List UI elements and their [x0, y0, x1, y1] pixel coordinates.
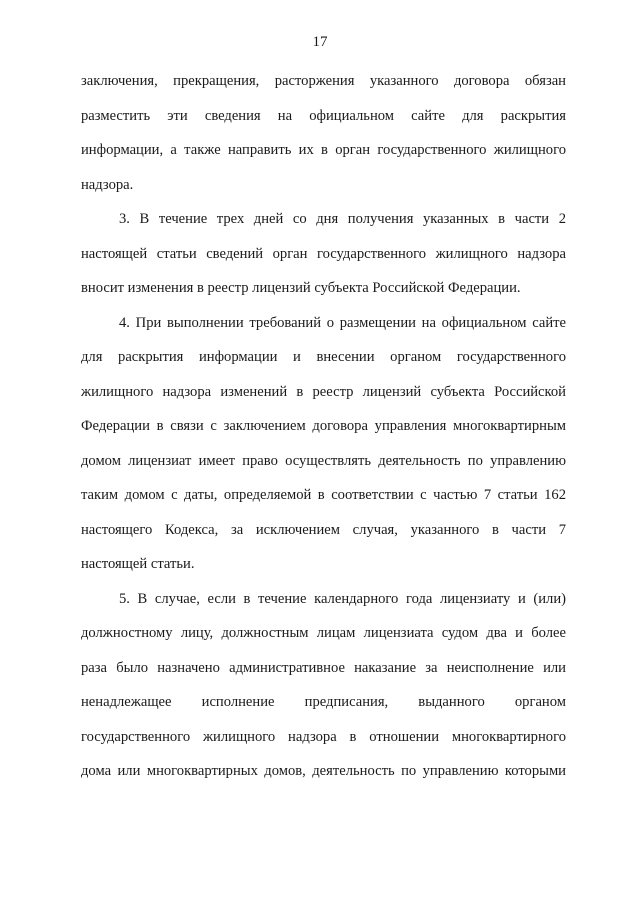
text-line: настоящей статьи сведений орган государственного жилищного надзора — [81, 245, 566, 262]
text-line: 3. В течение трех дней со дня получения указанных в части 2 — [119, 211, 566, 227]
text-line: настоящего Кодекса, за исключением случая, указанного в части 7 — [81, 521, 566, 538]
page-number: 17 — [312, 34, 328, 50]
text-line: информации, а также направить их в орган государственного жилищного — [81, 142, 566, 158]
text-line: настоящей статьи. — [81, 556, 195, 572]
text-line: для раскрытия информации и внесении органом государственного — [81, 349, 566, 365]
text-line: таким домом с даты, определяемой в соответствии с частью 7 статьи 162 — [81, 487, 566, 503]
text-line: раза было назначено административное наказание за неисполнение или — [81, 659, 566, 676]
text-line: жилищного надзора изменений в реестр лицензий субъекта Российской — [81, 383, 566, 400]
document-body — [81, 71, 566, 796]
text-line: Федерации в связи с заключением договора управления многоквартирным — [81, 418, 566, 434]
text-line: разместить эти сведения на официальном сайте для раскрытия — [81, 107, 566, 124]
text-line: 5. В случае, если в течение календарного года лицензиату и (или) — [119, 590, 566, 607]
text-line: вносит изменения в реестр лицензий субъекта Российской Федерации. — [81, 280, 521, 296]
text-line: 4. При выполнении требований о размещении на официальном сайте — [119, 314, 566, 331]
text-line: должностному лицу, должностным лицам лицензиата судом два и более — [81, 625, 566, 641]
text-line: ненадлежащее исполнение предписания, выданного органом — [81, 694, 566, 710]
text-line: государственного жилищного надзора в отношении многоквартирного — [81, 728, 566, 745]
text-line: надзора. — [81, 176, 134, 193]
text-line: домом лицензиат имеет право осуществлять деятельность по управлению — [81, 452, 566, 469]
text-line: дома или многоквартирных домов, деятельность по управлению которыми — [81, 763, 566, 779]
text-line: заключения, прекращения, расторжения указанного договора обязан — [81, 73, 566, 89]
